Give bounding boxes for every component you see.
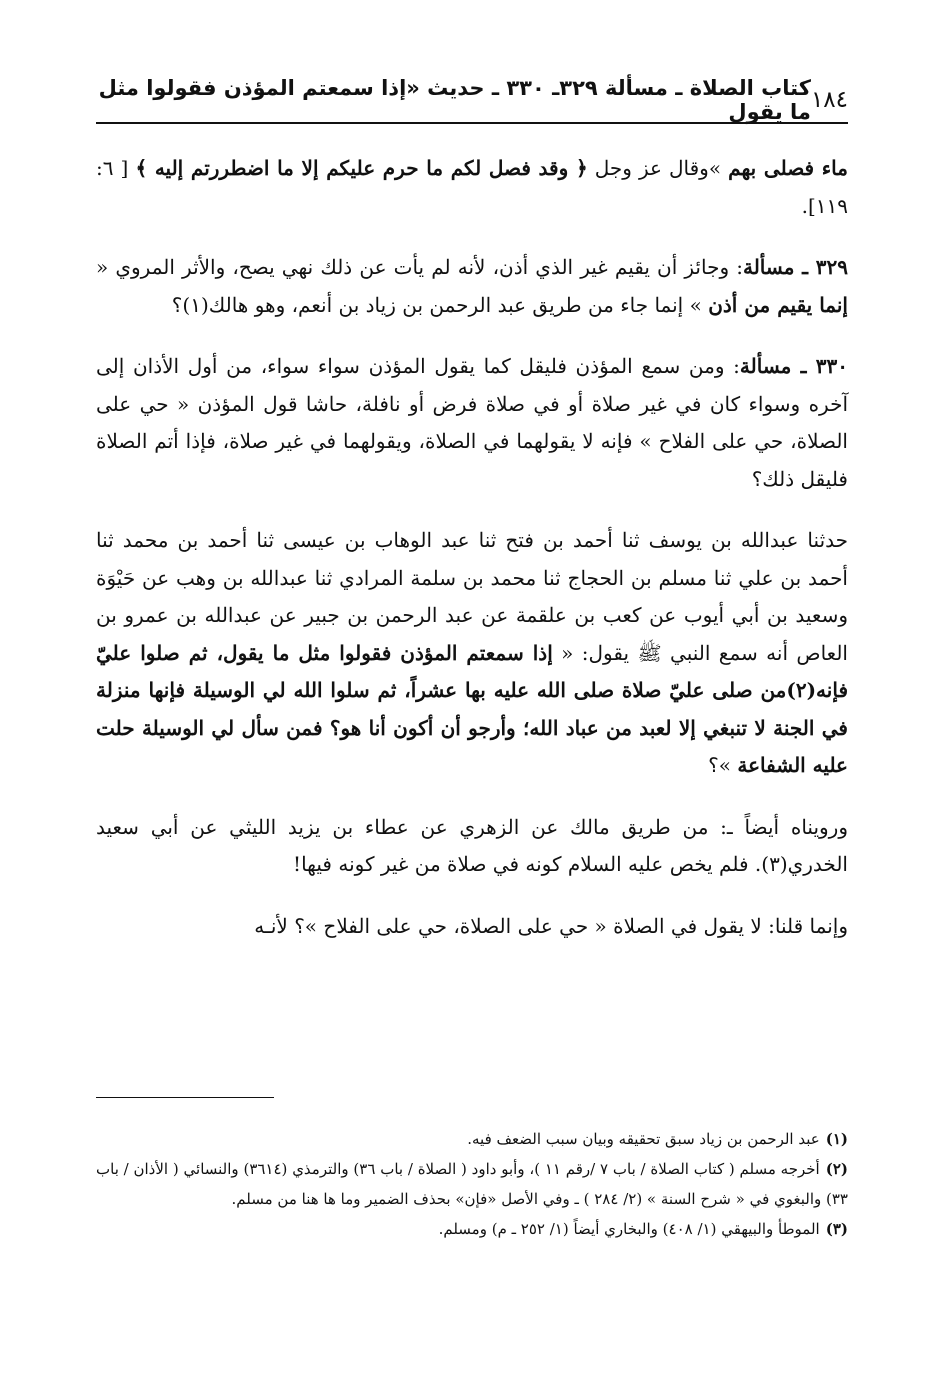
paragraph [96, 348, 848, 498]
paragraph [96, 522, 848, 785]
running-title: كتاب الصلاة ـ مسألة ٣٢٩ـ ٣٣٠ ـ حديث «إذا سمعتم المؤذن فقولوا مثل ما يقول [98, 76, 811, 124]
footnote-text: الموطأ والبيهقي (١/ ٤٠٨) والبخاري أيضاً (١/ ٢٥٢ ـ م) ومسلم. [438, 1220, 820, 1238]
bold-text-segment: ماء فصلى بهم [728, 156, 848, 180]
text-segment: »؟ [708, 753, 738, 777]
page-number: ١٨٤ [810, 87, 848, 113]
bold-text-segment: إنما يقيم من أذن [708, 292, 848, 317]
text-segment: » إنما جاء من طريق عبد الرحمن بن زياد بن أنعم، وهو هالك(١)؟ [171, 292, 709, 317]
footnote [96, 1214, 848, 1244]
main-text [96, 150, 848, 969]
paragraph [96, 150, 848, 225]
footnote-number: (٢) [825, 1160, 848, 1178]
footnote-text: أخرجه مسلم ( كتاب الصلاة / باب ٧ /رقم ١١ )، وأبو داود ( الصلاة / باب ٣٦) والترمذي (٣٦١٤) والنسائي ( الأذان / باب ٣٣) والبغوي في « شرح السنة » (٢/ ٢٨٤ ) ـ وفي الأصل «فإن» بحذف الضمير وما ها هنا من مسلم. [96, 1160, 848, 1208]
page-header [96, 78, 848, 124]
text-segment: [ ٦: ١١٩]. [96, 156, 848, 218]
paragraph [96, 809, 848, 884]
footnote-number: (٣) [825, 1220, 848, 1238]
text-segment: »وقال عز وجل [587, 156, 729, 180]
footnote-number: (١) [825, 1130, 848, 1148]
footnote-text: عبد الرحمن بن زياد سبق تحقيقه وبيان سبب الضعف فيه. [467, 1130, 820, 1148]
footnote-divider [96, 1097, 274, 1098]
text-segment: وإنما قلنا: لا يقول في الصلاة « حي على الصلاة، حي على الفلاح »؟ لأنـه [254, 913, 848, 938]
bold-text-segment: ٣٣٠ ـ مسألة [739, 354, 848, 378]
paragraph [96, 249, 848, 324]
footnote [96, 1124, 848, 1154]
text-segment: : وجائز أن يقيم غير الذي أذن، لأنه لم يأت عن ذلك نهي يصح، والأثر المروي « [96, 255, 743, 279]
bold-text-segment: ﴿ وقد فصل لكم ما حرم عليكم إلا ما اضطررتم إليه ﴾ [135, 156, 588, 180]
paragraph [96, 908, 848, 946]
text-segment: ورويناه أيضاً ـ: من طريق مالك عن الزهري عن عطاء بن يزيد الليثي عن أبي سعيد الخدري(٣). فلم يخص عليه السلام كونه في صلاة من غير كونه فيها! [96, 814, 848, 876]
text-segment: : ومن سمع المؤذن فليقل كما يقول المؤذن سواء سواء، من أول الأذان إلى آخره وسواء كان في غير صلاة أو في صلاة فرض أو نافلة، حاشا قول المؤذن « حي على الصلاة، حي على الفلاح » فإنه لا يقولهما في الصلاة، ويقولهما في غير صلاة، فإذا أتم الصلاة فليقل ذلك؟ [96, 354, 848, 491]
bold-text-segment: ٣٢٩ ـ مسألة [742, 255, 848, 279]
footnote [96, 1154, 848, 1214]
bold-text-segment: إذا سمعتم المؤذن فقولوا مثل ما يقول، ثم صلوا عليّ فإنه(٢)من صلى عليّ صلاة صلى الله عليه بها عشراً، ثم سلوا الله لي الوسيلة فإنها منزلة في الجنة لا تنبغي إلا لعبد من عباد الله؛ وأرجو أن أكون أنا هو؟ فمن سأل لي الوسيلة حلت عليه الشفاعة [96, 640, 848, 777]
text-segment: حدثنا عبدالله بن يوسف ثنا أحمد بن فتح ثنا عبد الوهاب بن عيسى ثنا أحمد بن محمد ثنا أحمد بن علي ثنا مسلم بن الحجاج ثنا محمد بن سلمة المرادي ثنا عبدالله بن وهب عن حَيْوَة وسعيد بن أبي أيوب عن كعب بن علقمة عن عبد الرحمن بن جبير عن عبدالله بن عمرو بن العاص أنه سمع النبي ﷺ يقول: « [96, 528, 848, 665]
footnotes [96, 1124, 848, 1244]
